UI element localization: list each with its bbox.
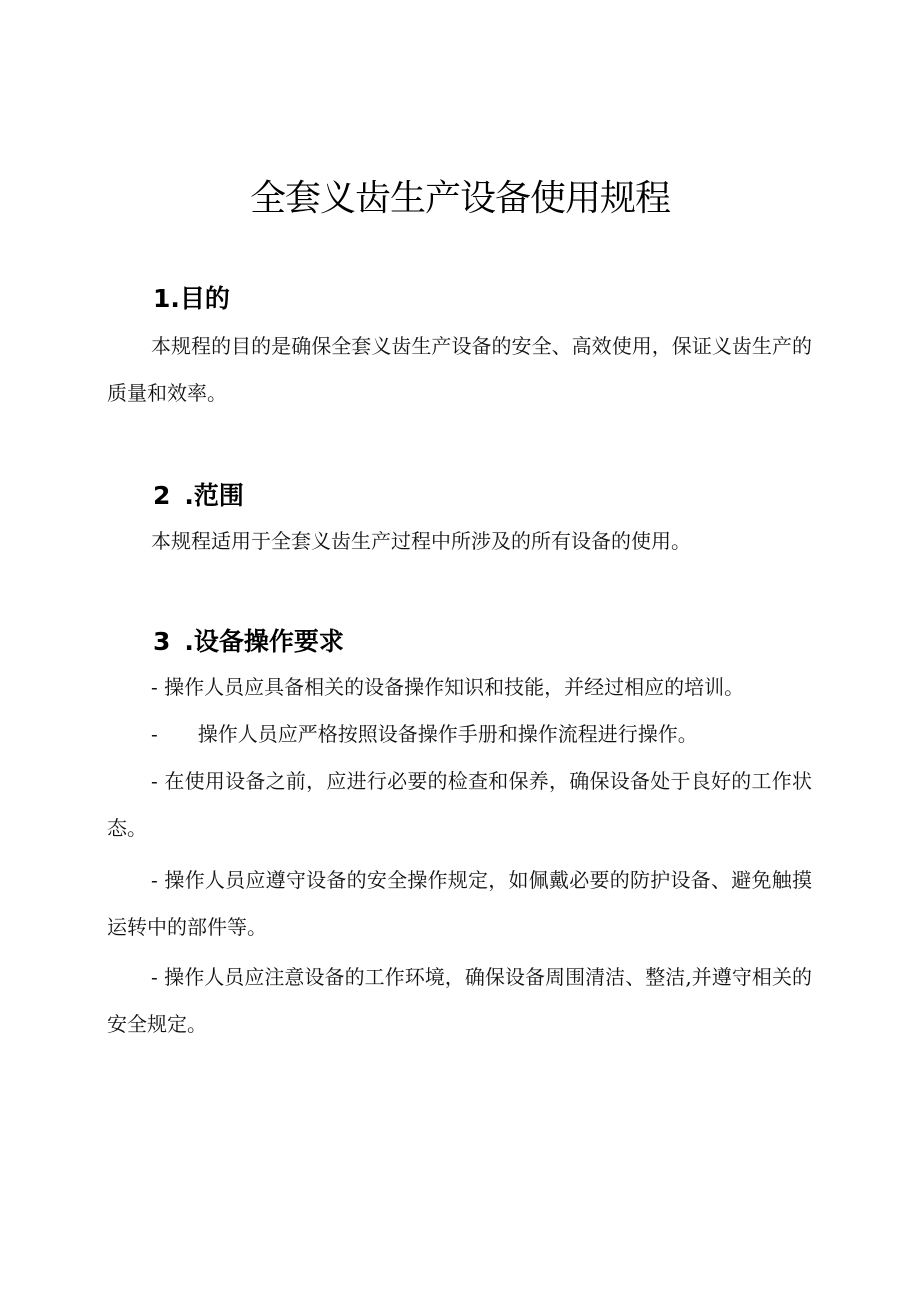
section-title: .范围 xyxy=(184,481,244,510)
section-title: .设备操作要求 xyxy=(184,627,344,656)
list-item: - 操作人员应注意设备的工作环境，确保设备周围清洁、整洁,并遵守相关的安全规定。 xyxy=(107,965,812,1036)
paragraph: 本规程适用于全套义齿生产过程中所涉及的所有设备的使用。 xyxy=(151,529,691,553)
section-number: 1. xyxy=(153,284,180,313)
list-item: - 操作人员应遵守设备的安全操作规定，如佩戴必要的防护设备、避免触摸运转中的部件等。 xyxy=(107,868,812,939)
section-number: 2 xyxy=(153,481,171,510)
section-heading-purpose xyxy=(153,279,230,315)
document-title: 全套义齿生产设备使用规程 xyxy=(249,178,670,219)
section-number: 3 xyxy=(153,627,171,656)
section-heading-scope xyxy=(153,476,244,512)
list-item-text: 操作人员应严格按照设备操作手册和操作流程进行操作。 xyxy=(197,722,698,746)
list-item xyxy=(107,711,812,758)
section-title: 目的 xyxy=(179,284,230,313)
list-item: - 在使用设备之前，应进行必要的检查和保养，确保设备处于良好的工作状态。 xyxy=(107,769,812,840)
dash-marker: - xyxy=(151,722,158,746)
section-heading-requirements xyxy=(153,622,344,658)
paragraph: 本规程的目的是确保全套义齿生产设备的安全、高效使用，保证义齿生产的质量和效率。 xyxy=(107,334,812,405)
list-item: - 操作人员应具备相关的设备操作知识和技能，并经过相应的培训。 xyxy=(151,675,745,699)
